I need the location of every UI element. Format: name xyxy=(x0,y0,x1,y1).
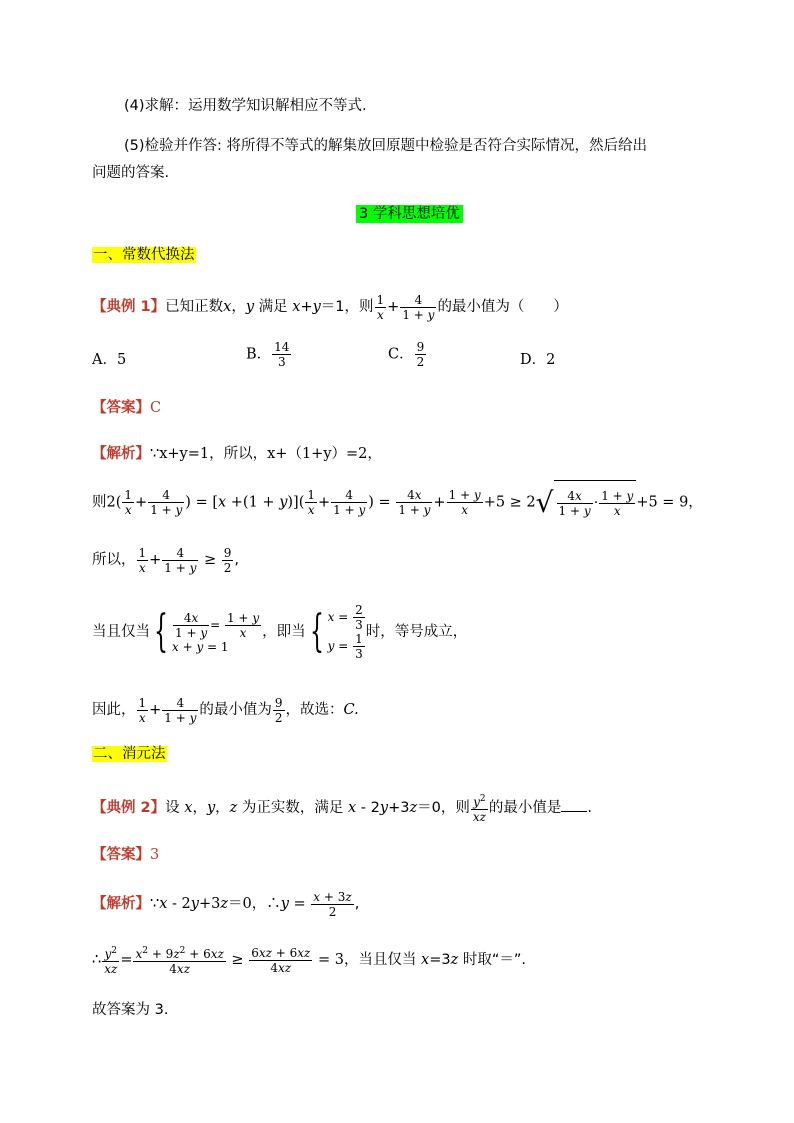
example-2-text-b: 为正实数，满足 xyxy=(241,800,344,816)
section-title xyxy=(356,204,463,224)
option-b-num: 14 xyxy=(274,340,290,354)
analysis-1-equation: 则2( $\frac{1}{x}$ + $\frac{4}{1 + y}$ ) = [x +(1 + y)]( $\frac{1}{x}$ + $\frac{4}{1 + y}$ ) = $\frac{4x}{1 + y}$ + $\frac{1 + y}{x}$ +5 ≥ 2√ $\frac{4x}{1 + y}$ · $\frac{1 + y}{x}$ +5 = 9， xyxy=(92,480,703,525)
frac-4x-1y: $\frac{4x}{1 + y}$ xyxy=(398,488,431,517)
so-word: 所以， xyxy=(92,552,136,568)
example-1-label: 【典例 1】 xyxy=(92,299,166,315)
ie-word: ，即当 xyxy=(262,624,306,640)
method-2-heading xyxy=(92,744,167,764)
example-1-text-d: 的最小值为（ ） xyxy=(437,299,568,315)
answer-2-value: 3 xyxy=(150,847,160,863)
sqrt-frac-b: $\frac{1 + y}{x}$ xyxy=(601,488,634,518)
frac-expand: $\frac{x^2 + 9z^2 + 6xz}{4xz}$ xyxy=(135,946,224,976)
when-word: 当且仅当 xyxy=(92,624,150,640)
option-c-num: 9 xyxy=(416,340,425,354)
option-d: D．2 xyxy=(520,352,556,368)
analysis-1-text: ∵x+y=1，所以，x+（1+y）=2， xyxy=(150,446,382,462)
option-c-label: C． xyxy=(388,346,414,363)
option-c xyxy=(388,340,427,369)
option-b-fraction xyxy=(272,340,291,369)
answer-2 xyxy=(92,845,159,865)
frac-1-x-b: $\frac{1}{x}$ xyxy=(307,488,316,517)
final-answer: 故答案为 3. xyxy=(92,1002,169,1018)
frac-1y-x: $\frac{1 + y}{x}$ xyxy=(448,488,481,517)
method-1-heading xyxy=(92,245,196,265)
option-a: A．5 xyxy=(92,352,127,368)
example-2-label: 【典例 2】 xyxy=(92,800,166,816)
answer-1-value: C xyxy=(150,400,162,416)
fraction-4-over-1y: $\frac{4}{1 + y}$ xyxy=(402,292,435,322)
analysis-1-therefore: 因此， $\frac{1}{x}$ + $\frac{4}{1 + y}$ 的最小值为 $\frac{9}{2}$ ，故选：C. xyxy=(92,695,359,725)
so-frac-1-x: $\frac{1}{x}$ xyxy=(138,545,147,575)
system-2: x = $\frac{2}{3}$ y = $\frac{1}{3}$ xyxy=(327,603,363,661)
section-title-text: 3 学科思想培优 xyxy=(356,205,463,223)
example-2-text-d: 的最小值是 xyxy=(488,800,562,816)
answer-1-label: 【答案】 xyxy=(92,400,150,416)
then-word: 则 xyxy=(92,494,107,511)
step-4: (4)求解：运用数学知识解相应不等式. xyxy=(124,98,367,114)
sqrt-frac-a: $\frac{4x}{1 + y}$ xyxy=(558,488,591,518)
frac-1-x: $\frac{1}{x}$ xyxy=(124,488,133,517)
example-2-text-c: ，则 xyxy=(440,800,470,816)
example-1-text-a: 已知正数 xyxy=(165,299,224,315)
frac-y2-xz-b: $\frac{y^2}{xz}$ xyxy=(104,946,118,976)
example-2-text-a: 设 xyxy=(165,800,180,816)
answer-2-label: 【答案】 xyxy=(92,847,150,863)
therefore-frac-4-1y: $\frac{4}{1 + y}$ xyxy=(164,695,197,725)
step-5-line-1: (5)检验并作答: 将所得不等式的解集放回原题中检验是否符合实际情况，然后给出 xyxy=(124,138,648,154)
take-text: 时取“＝”. xyxy=(462,952,526,968)
choose-word: ，故选： xyxy=(285,702,344,718)
frac-y2-xz: $\frac{y^2}{xz}$ xyxy=(472,794,486,824)
frac-4-1y: $\frac{4}{1 + y}$ xyxy=(150,488,183,517)
so-frac-4-1y: $\frac{4}{1 + y}$ xyxy=(164,545,197,575)
option-b-den: 3 xyxy=(277,355,286,369)
frac-x3z-2: $\frac{x + 3z}{2}$ xyxy=(313,889,352,919)
analysis-2-line-2: ∴ $\frac{y^2}{xz}$ = $\frac{x^2 + 9z^2 + 6xz}{4xz}$ ≥ $\frac{6xz + 6xz}{4xz}$ = 3，当且仅当 x=3z 时取“＝”. xyxy=(92,945,526,976)
example-1-text-b: 满足 xyxy=(258,299,288,315)
equal-word: 时，等号成立， xyxy=(365,624,468,640)
system-1: $\frac{4x}{1 + y}$ = $\frac{1 + y}{x}$ x + y = 1 xyxy=(172,610,260,654)
method-1-heading-text: 一、常数代换法 xyxy=(93,247,195,263)
answer-1 xyxy=(92,398,161,418)
fraction-1-over-x: $\frac{1}{x}$ xyxy=(376,292,385,322)
answer-blank xyxy=(561,799,587,812)
when-text-2: ，当且仅当 xyxy=(343,952,417,968)
option-b-label: B． xyxy=(246,346,272,363)
therefore-frac-1-x: $\frac{1}{x}$ xyxy=(138,695,147,725)
example-1-text-c: ，则 xyxy=(344,299,374,315)
frac-12xz: $\frac{6xz + 6xz}{4xz}$ xyxy=(251,945,311,975)
analysis-1-label: 【解析】 xyxy=(92,446,150,462)
option-b xyxy=(246,340,292,369)
example-2: 【典例 2】设 x，y，z 为正实数，满足 x - 2y+3z＝0，则 $\frac{y^2}{xz}$ 的最小值是 . xyxy=(92,794,593,824)
option-c-fraction xyxy=(415,340,427,369)
analysis-2-line-1: 【解析】∵x - 2y+3z＝0，∴y = $\frac{x + 3z}{2}$ , xyxy=(92,889,360,919)
analysis-2-label: 【解析】 xyxy=(92,896,150,912)
min-word: 的最小值为 xyxy=(199,702,272,718)
step-5-line-2: 问题的答案. xyxy=(92,165,170,181)
choose-value: C. xyxy=(343,702,359,718)
analysis-1-so: 所以， $\frac{1}{x}$ + $\frac{4}{1 + y}$ ≥ $\frac{9}{2}$ , xyxy=(92,545,240,575)
method-2-heading-text: 二、消元法 xyxy=(93,746,166,762)
so-frac-9-2: $\frac{9}{2}$ xyxy=(223,545,232,575)
frac-4-1y-b: $\frac{4}{1 + y}$ xyxy=(333,488,366,517)
example-1: 【典例 1】已知正数x，y 满足 x+y＝1，则 $\frac{1}{x}$ + $\frac{4}{1 + y}$ 的最小值为（ ） xyxy=(92,292,568,322)
analysis-1-system: 当且仅当{ $\frac{4x}{1 + y}$ = $\frac{1 + y}{x}$ x + y = 1 ，即当{ x = $\frac{2}{3}$ y = $\frac{1}{3}$ 时，等号成立， xyxy=(92,603,468,661)
analysis-1-line-1 xyxy=(92,444,382,464)
therefore-frac-9-2: $\frac{9}{2}$ xyxy=(274,695,283,725)
sqrt-expression: √ $\frac{4x}{1 + y}$ · $\frac{1 + y}{x}$ xyxy=(536,480,637,525)
therefore-word: 因此， xyxy=(92,702,136,718)
option-c-den: 2 xyxy=(416,355,425,369)
